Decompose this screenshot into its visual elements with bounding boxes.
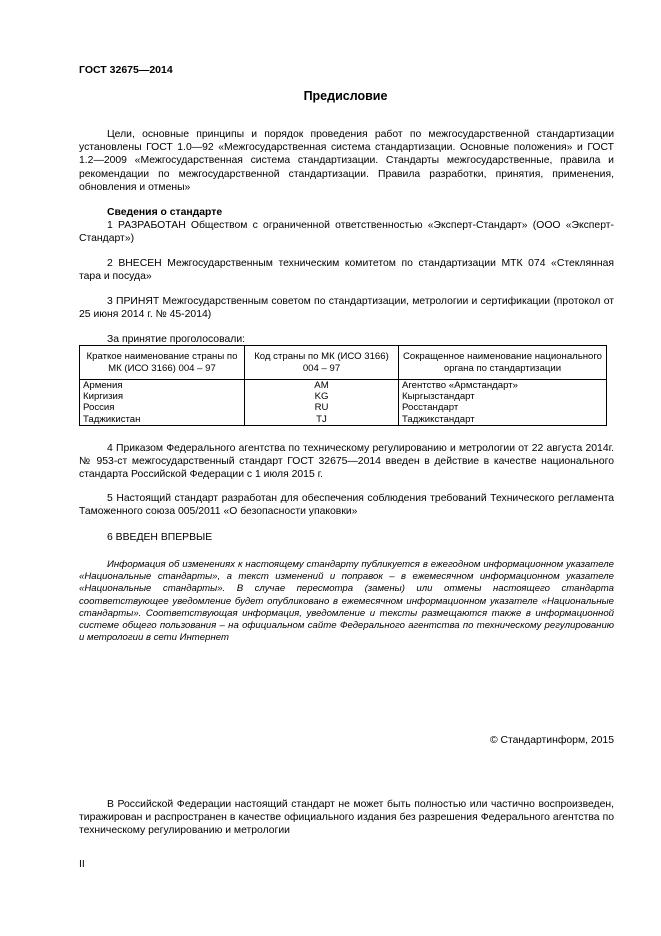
voting-table: [79, 345, 607, 426]
table-row: [80, 391, 607, 402]
vote-caption: За принятие проголосовали:: [107, 334, 246, 345]
item-3-adopted: 3 ПРИНЯТ Межгосударственным советом по стандартизации, метрологии и сертификации (протокол от 25 июня 2014 г. № 45-2014): [79, 296, 614, 321]
item-4-order: 4 Приказом Федерального агентства по техническому регулированию и метрологии от 22 августа 2014г. № 953-ст межгосударственный стандарт ГОСТ 32675—2014 введен в действие в качестве национального стандарта Российской Федерации с 1 июля 2015 г.: [79, 443, 614, 481]
body-cell: Росстандарт: [399, 402, 607, 413]
table-row: [80, 402, 607, 413]
body-cell: Кыргызстандарт: [399, 391, 607, 402]
rights-notice: В Российской Федерации настоящий стандарт не может быть полностью или частично воспроизведен, тиражирован и распространен в качестве официального издания без разрешения Федерального агентства по техническому регулированию и метрологии: [79, 799, 614, 837]
item-6-first-introduced: 6 ВВЕДЕН ВПЕРВЫЕ: [107, 532, 213, 543]
item-1-developed: 1 РАЗРАБОТАН Обществом с ограниченной ответственностью «Эксперт-Стандарт» (ООО «Эксперт-Стандарт»): [79, 220, 614, 245]
country-cell: Россия: [80, 402, 245, 413]
country-cell: Армения: [80, 380, 245, 392]
code-cell: RU: [245, 402, 399, 413]
code-cell: AM: [245, 380, 399, 392]
table-row: [80, 414, 607, 426]
column-header-body: Сокращенное наименование национального органа по стандартизации: [399, 346, 607, 380]
page-number: II: [79, 859, 85, 870]
code-cell: KG: [245, 391, 399, 402]
column-header-country: Краткое наименование страны по МК (ИСО 3166) 004 – 97: [80, 346, 245, 380]
info-heading: Сведения о стандарте: [107, 207, 223, 218]
copyright: © Стандартинформ, 2015: [489, 735, 614, 746]
document-code: ГОСТ 32675—2014: [79, 64, 173, 76]
country-cell: Киргизия: [80, 391, 245, 402]
code-cell: TJ: [245, 414, 399, 426]
changes-notice: Информация об изменениях к настоящему стандарту публикуется в ежегодном информационном указателе «Национальные стандарты», а текст изменений и поправок – в ежемесячном информационном указателе «Национальные стандарты». В случае пересмотра (замены) или отмены настоящего стандарта соответствующее уведомление будет опубликовано в ежемесячном информационном указателе «Национальные стандарты». Соответствующая информация, уведомление и тексты размещаются также в информационной системе общего пользования – на официальном сайте Федерального агентства по техническому регулированию и метрологии в сети Интернет: [79, 559, 614, 644]
intro-paragraph: Цели, основные принципы и порядок проведения работ по межгосударственной стандартизации установлены ГОСТ 1.0—92 «Межгосударственная система стандартизации. Основные положения» и ГОСТ 1.2—2009 «Межгосударственная система стандартизации. Стандарты межгосударственные, правила и рекомендации по межгосударственной стандартизации. Правила разработки, принятия, применения, обновления и отмены»: [79, 129, 614, 193]
column-header-code: Код страны по МК (ИСО 3166) 004 – 97: [245, 346, 399, 380]
table-header-row: [80, 346, 607, 380]
body-cell: Таджикстандарт: [399, 414, 607, 426]
table-row: [80, 380, 607, 392]
country-cell: Таджикистан: [80, 414, 245, 426]
body-cell: Агентство «Армстандарт»: [399, 380, 607, 392]
page-title: Предисловие: [303, 89, 388, 103]
item-2-submitted: 2 ВНЕСЕН Межгосударственным техническим комитетом по стандартизации МТК 074 «Стеклянная тара и посуда»: [79, 258, 614, 283]
item-5-purpose: 5 Настоящий стандарт разработан для обеспечения соблюдения требований Технического регламента Таможенного союза 005/2011 «О безопасности упаковки»: [79, 493, 614, 518]
